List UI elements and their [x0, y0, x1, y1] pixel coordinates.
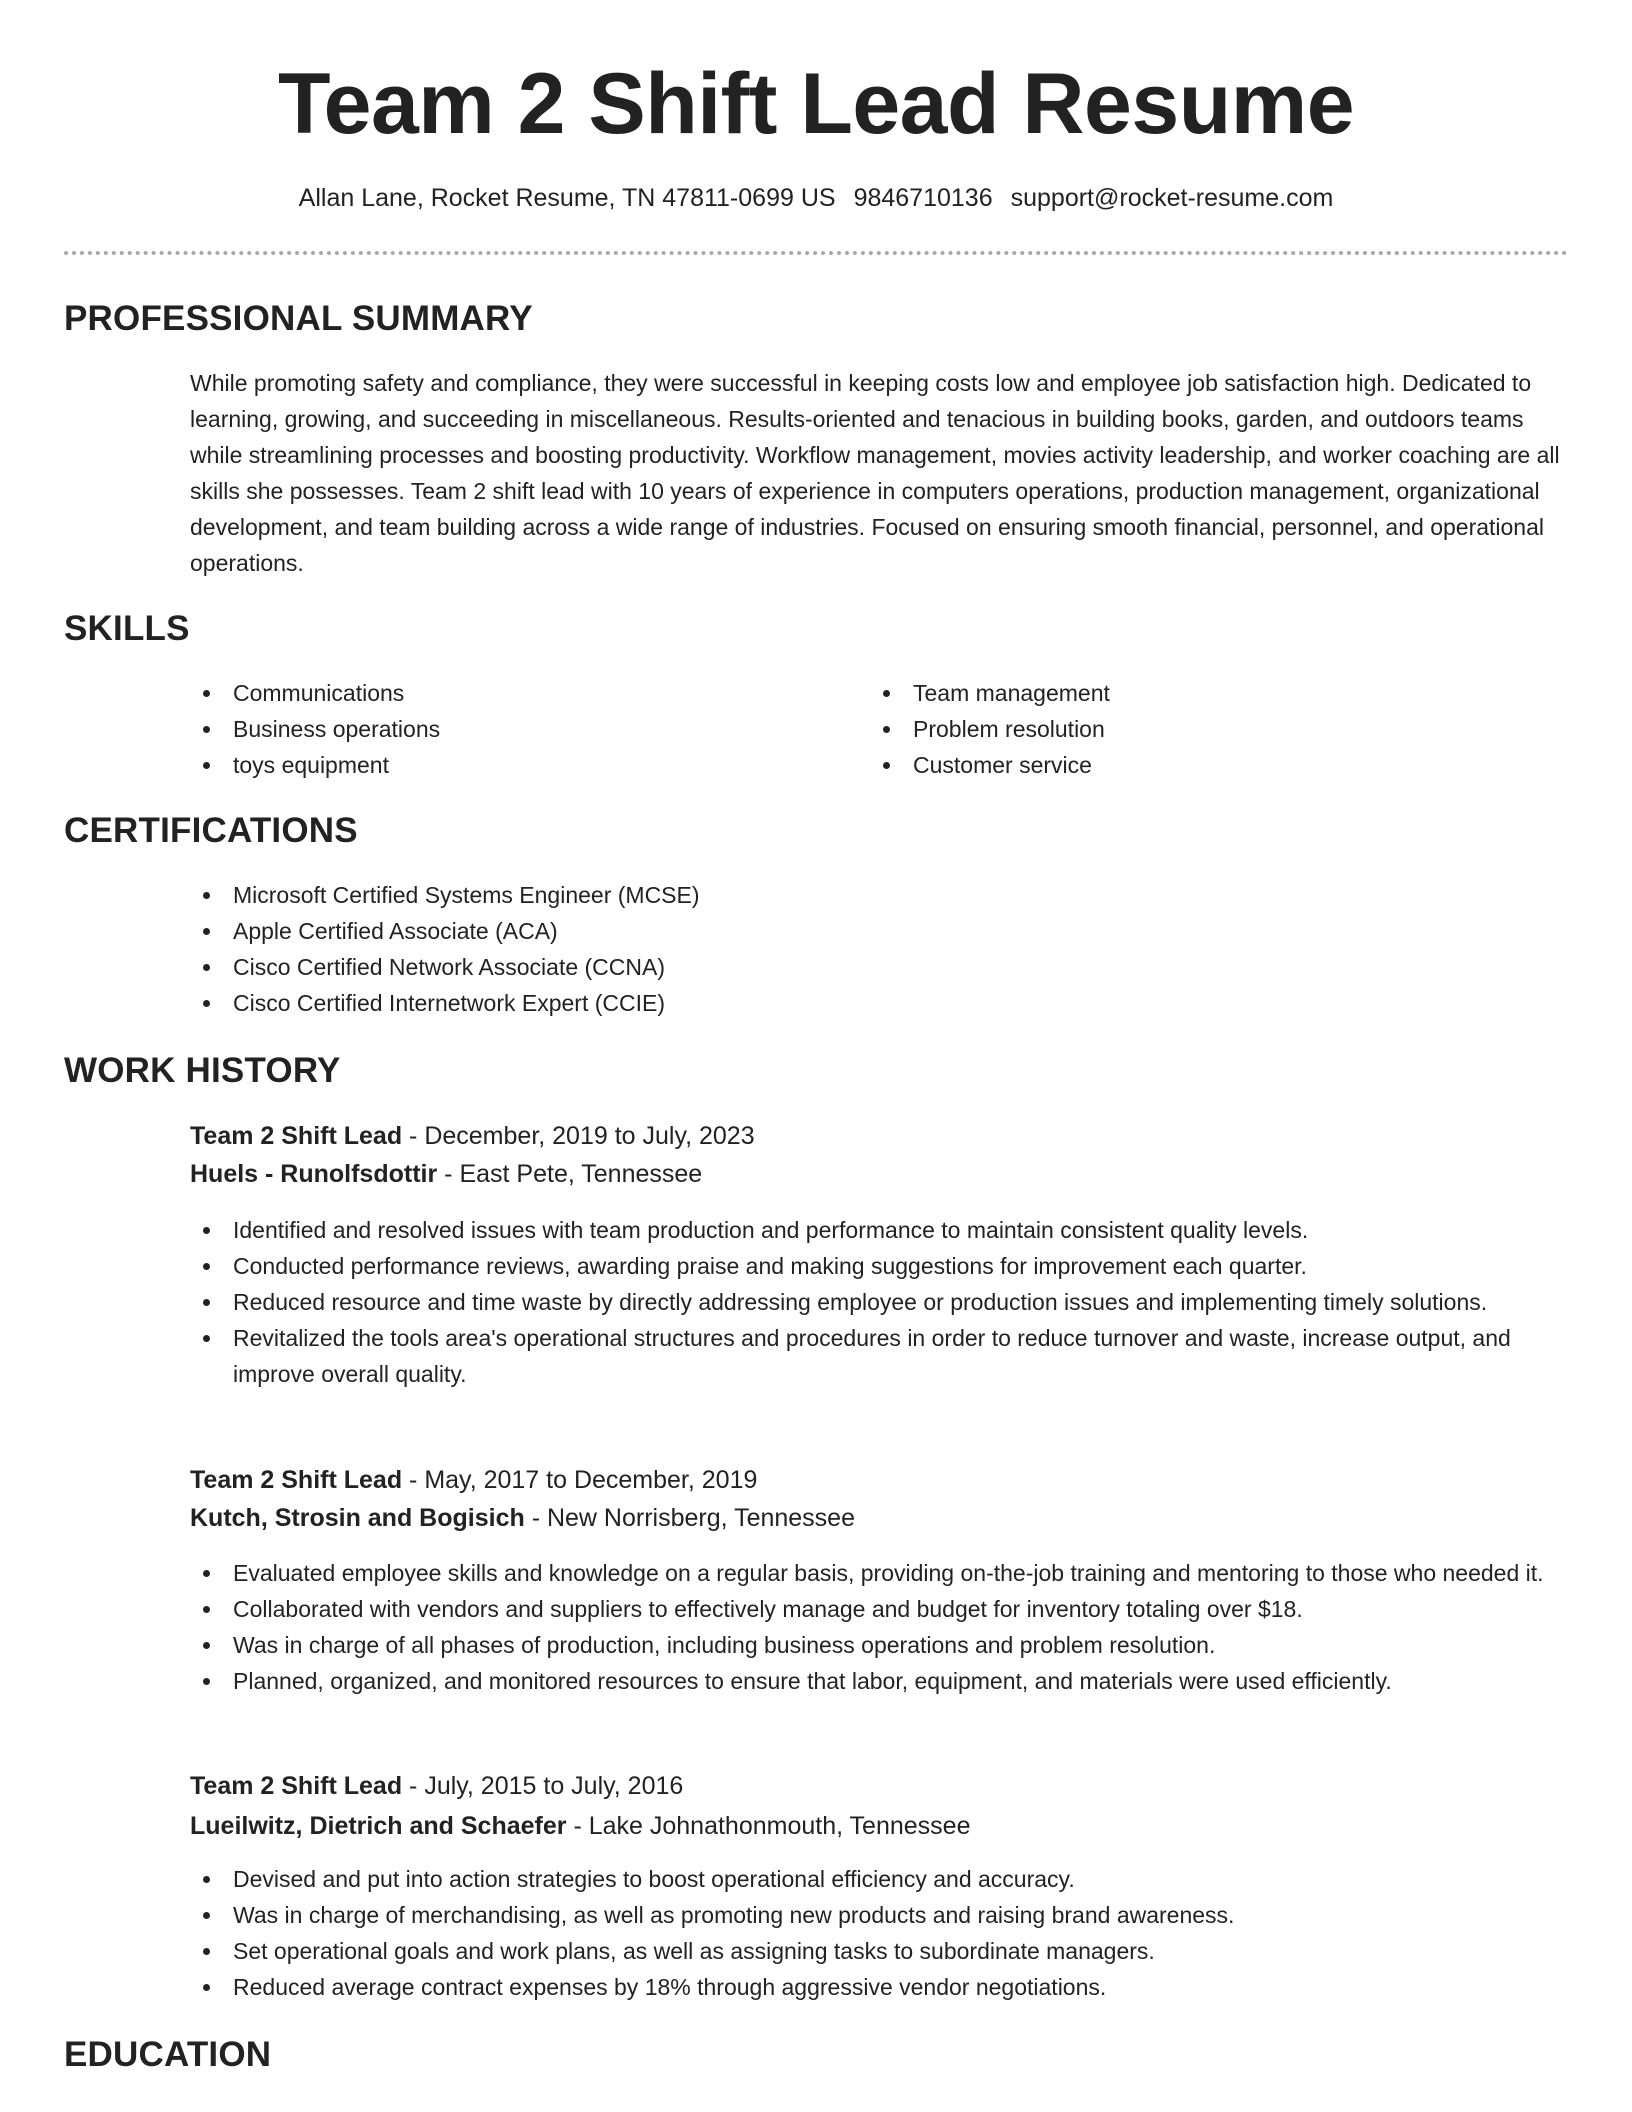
skill-item — [190, 675, 830, 711]
resume-title: Team 2 Shift Lead Resume — [277, 56, 1355, 152]
bullet-icon — [203, 762, 210, 769]
bullet-icon — [883, 690, 890, 697]
job-bullet — [190, 1248, 1570, 1284]
job-location: - East Pete, Tennessee — [444, 1160, 703, 1188]
job-title-line — [190, 1118, 755, 1154]
skill-item — [190, 747, 830, 783]
job-bullet-text: Was in charge of all phases of production, including business operations and problem resolution. — [233, 1632, 1216, 1658]
certification-text: Cisco Certified Internetwork Expert (CCIE) — [233, 990, 666, 1016]
bullet-icon — [203, 1912, 210, 1919]
bullet-icon — [203, 1876, 210, 1883]
job-bullet-text: Collaborated with vendors and suppliers to effectively manage and budget for inventory totaling over $18. — [233, 1596, 1303, 1622]
job-bullet — [190, 1284, 1570, 1320]
bullet-icon — [203, 1335, 210, 1342]
skill-text: Problem resolution — [913, 716, 1105, 742]
education-heading: EDUCATION — [64, 2035, 272, 2074]
job-bullet-text: Was in charge of merchandising, as well as promoting new products and raising brand awareness. — [233, 1902, 1235, 1928]
skills-heading: SKILLS — [64, 609, 190, 648]
job-bullet — [190, 1627, 1570, 1663]
header-divider — [64, 251, 1568, 255]
job-company-line — [190, 1808, 970, 1844]
certification-item — [190, 985, 1570, 1021]
contact-phone: 9846710136 — [853, 184, 993, 212]
job-company: Kutch, Strosin and Bogisich — [190, 1504, 525, 1532]
skill-text: Team management — [913, 680, 1110, 706]
certification-text: Cisco Certified Network Associate (CCNA) — [233, 954, 666, 980]
job-title-line — [190, 1768, 683, 1804]
skill-item — [870, 675, 1510, 711]
bullet-icon — [203, 1678, 210, 1685]
bullet-icon — [203, 1227, 210, 1234]
job-bullet — [190, 1591, 1570, 1627]
job-bullet-text: Evaluated employee skills and knowledge on a regular basis, providing on-the-job training and mentoring to those who needed it. — [233, 1560, 1544, 1586]
certification-text: Apple Certified Associate (ACA) — [233, 918, 558, 944]
job-location: - Lake Johnathonmouth, Tennessee — [573, 1812, 971, 1840]
job-bullet — [190, 1969, 1570, 2005]
job-company-line — [190, 1500, 855, 1536]
bullet-icon — [883, 762, 890, 769]
job-bullet-text: Devised and put into action strategies to boost operational efficiency and accuracy. — [233, 1866, 1075, 1892]
contact-line — [0, 182, 1632, 214]
certification-text: Microsoft Certified Systems Engineer (MCSE) — [233, 882, 700, 908]
contact-address: Allan Lane, Rocket Resume, TN 47811-0699 US — [298, 184, 836, 212]
bullet-icon — [203, 1948, 210, 1955]
job-bullet — [190, 1663, 1570, 1699]
job-title: Team 2 Shift Lead — [190, 1466, 403, 1494]
skill-text: Customer service — [913, 752, 1092, 778]
job-bullet-text: Conducted performance reviews, awarding praise and making suggestions for improvement each quarter. — [233, 1253, 1307, 1279]
job-dates: - July, 2015 to July, 2016 — [409, 1772, 684, 1800]
job-bullet-text: Revitalized the tools area's operational structures and procedures in order to reduce turnover and waste, increase output, and improve overall quality. — [233, 1325, 1511, 1387]
job-bullets — [190, 1212, 1570, 1392]
skill-item — [870, 711, 1510, 747]
summary-text: While promoting safety and compliance, they were successful in keeping costs low and employee job satisfaction high. Dedicated to learning, growing, and succeeding in miscellaneous. Results-oriented and tenacious in building books, garden, and outdoors teams while streamlining processes and boosting productivity. Workflow management, movies activity leadership, and worker coaching are all skills she possesses. Team 2 shift lead with 10 years of experience in computers operations, production management, organizational development, and team building across a wide range of industries. Focused on ensuring smooth financial, personnel, and operational operations. — [190, 370, 1560, 576]
bullet-icon — [203, 1984, 210, 1991]
bullet-icon — [203, 1570, 210, 1577]
job-bullet — [190, 1897, 1570, 1933]
job-bullets — [190, 1861, 1570, 2005]
job-bullet — [190, 1933, 1570, 1969]
job-bullet-text: Identified and resolved issues with team production and performance to maintain consistent quality levels. — [233, 1217, 1309, 1243]
certification-item — [190, 949, 1570, 985]
certification-item — [190, 877, 1570, 913]
skills-list-right — [870, 675, 1510, 783]
certifications-heading: CERTIFICATIONS — [64, 811, 358, 850]
job-title-line — [190, 1462, 757, 1498]
job-dates: - May, 2017 to December, 2019 — [409, 1466, 758, 1494]
contact-email: support@rocket-resume.com — [1010, 184, 1334, 212]
skill-text: Communications — [233, 680, 405, 706]
skill-text: Business operations — [233, 716, 441, 742]
job-bullet — [190, 1555, 1570, 1591]
job-bullet-text: Planned, organized, and monitored resources to ensure that labor, equipment, and materials were used efficiently. — [233, 1668, 1392, 1694]
job-bullet — [190, 1212, 1570, 1248]
job-dates: - December, 2019 to July, 2023 — [409, 1122, 755, 1150]
job-bullet-text: Set operational goals and work plans, as well as assigning tasks to subordinate managers. — [233, 1938, 1155, 1964]
job-company: Huels - Runolfsdottir — [190, 1160, 438, 1188]
skill-text: toys equipment — [233, 752, 389, 778]
job-location: - New Norrisberg, Tennessee — [531, 1504, 855, 1532]
job-company: Lueilwitz, Dietrich and Schaefer — [190, 1812, 567, 1840]
job-bullet — [190, 1320, 1570, 1392]
bullet-icon — [203, 1299, 210, 1306]
job-bullets — [190, 1555, 1570, 1699]
bullet-icon — [203, 928, 210, 935]
skill-item — [190, 711, 830, 747]
job-bullet — [190, 1861, 1570, 1897]
bullet-icon — [203, 690, 210, 697]
job-company-line — [190, 1156, 702, 1192]
skill-item — [870, 747, 1510, 783]
work-history-heading: WORK HISTORY — [64, 1051, 341, 1090]
bullet-icon — [203, 964, 210, 971]
bullet-icon — [203, 1000, 210, 1007]
certifications-list — [190, 877, 1570, 1021]
job-bullet-text: Reduced resource and time waste by directly addressing employee or production issues and implementing timely solutions. — [233, 1289, 1488, 1315]
bullet-icon — [203, 892, 210, 899]
job-title: Team 2 Shift Lead — [190, 1122, 403, 1150]
bullet-icon — [883, 726, 890, 733]
bullet-icon — [203, 1606, 210, 1613]
certification-item — [190, 913, 1570, 949]
job-bullet-text: Reduced average contract expenses by 18% through aggressive vendor negotiations. — [233, 1974, 1107, 2000]
summary-heading: PROFESSIONAL SUMMARY — [64, 299, 533, 338]
job-title: Team 2 Shift Lead — [190, 1772, 403, 1800]
bullet-icon — [203, 1263, 210, 1270]
bullet-icon — [203, 726, 210, 733]
bullet-icon — [203, 1642, 210, 1649]
skills-list-left — [190, 675, 830, 783]
